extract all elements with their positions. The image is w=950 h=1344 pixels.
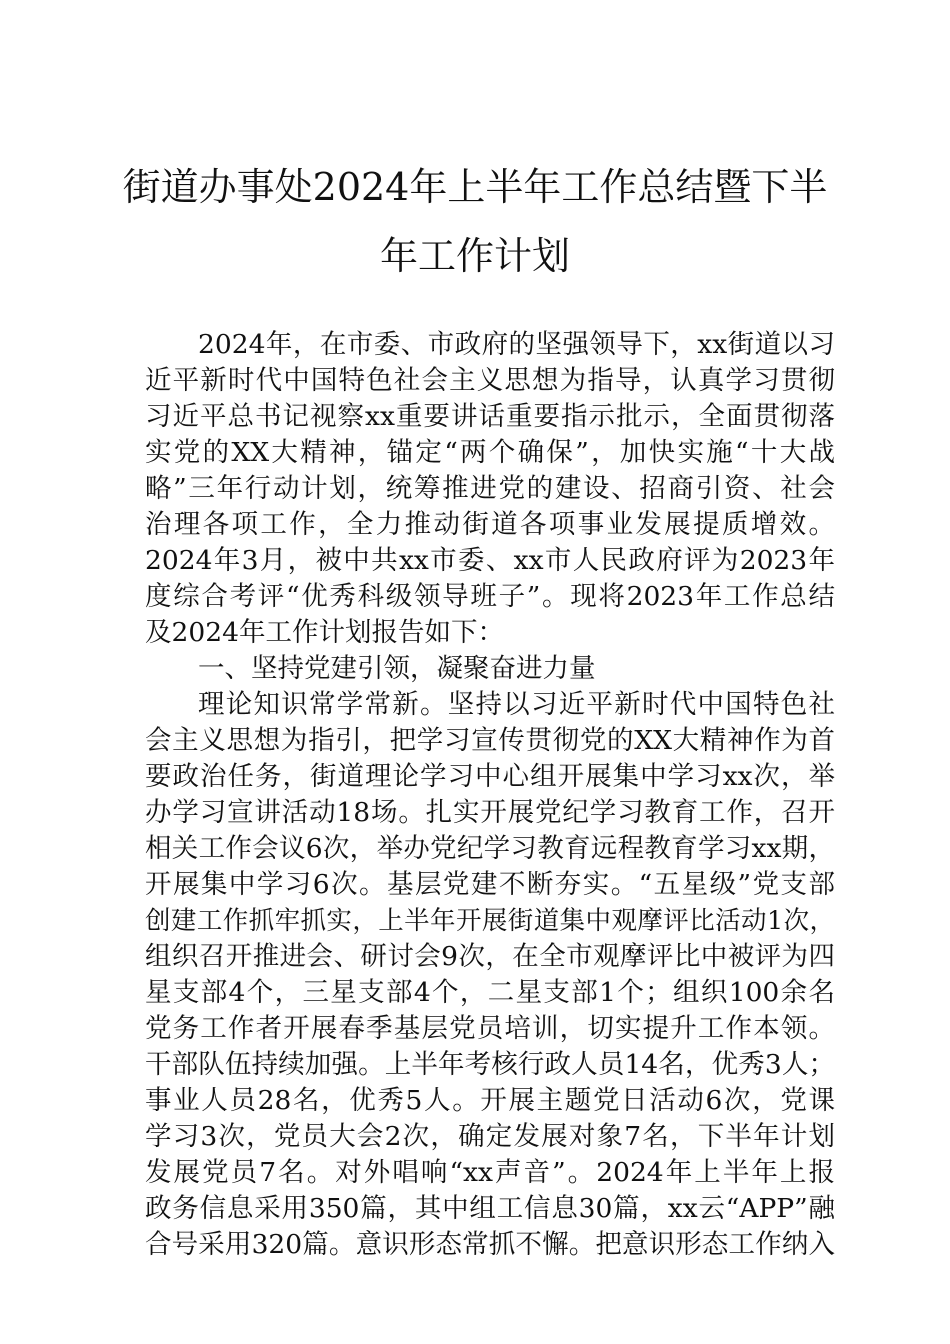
paragraph-line: 合号采用320篇。意识形态常抓不懈。把意识形态工作纳入: [145, 1229, 835, 1260]
paragraph-line: 发展党员7名。对外唱响“xx声音”。2024年上半年上报: [145, 1157, 835, 1188]
paragraph-line: 及2024年工作计划报告如下：: [145, 617, 504, 648]
paragraph-line: 会主义思想为指引，把学习宣传贯彻党的XX大精神作为首: [145, 725, 835, 756]
paragraph-line: 实党的XX大精神，锚定“两个确保”，加快实施“十大战: [145, 437, 835, 468]
paragraph-line: 学习3次，党员大会2次，确定发展对象7名，下半年计划: [145, 1121, 835, 1152]
paragraph-line: 干部队伍持续加强。上半年考核行政人员14名，优秀3人；: [145, 1049, 835, 1080]
paragraph-line: 党务工作者开展春季基层党员培训，切实提升工作本领。: [145, 1013, 835, 1044]
paragraph-line: 理论知识常学常新。坚持以习近平新时代中国特色社: [198, 689, 835, 720]
document-title-line-2: 年工作计划: [379, 234, 570, 278]
document-title-line-1: 街道办事处2024年上半年工作总结暨下半: [122, 165, 828, 209]
paragraph-line: 组织召开推进会、研讨会9次，在全市观摩评比中被评为四: [145, 941, 835, 972]
paragraph-line: 略”三年行动计划，统筹推进党的建设、招商引资、社会: [145, 473, 835, 504]
paragraph-line: 2024年3月，被中共xx市委、xx市人民政府评为2023年: [145, 545, 835, 576]
paragraph-line: 要政治任务，街道理论学习中心组开展集中学习xx次，举: [145, 761, 835, 792]
paragraph-line: 度综合考评“优秀科级领导班子”。现将2023年工作总结: [145, 581, 835, 612]
paragraph-line: 事业人员28名，优秀5人。开展主题党日活动6次，党课: [145, 1085, 835, 1116]
paragraph-line: 开展集中学习6次。基层党建不断夯实。“五星级”党支部: [145, 869, 835, 900]
paragraph-line: 近平新时代中国特色社会主义思想为指导，认真学习贯彻: [145, 365, 835, 396]
paragraph-line: 2024年，在市委、市政府的坚强领导下，xx街道以习: [198, 329, 835, 360]
paragraph-line: 政务信息采用350篇，其中组工信息30篇，xx云“APP”融: [145, 1193, 835, 1224]
section-heading: 一、坚持党建引领，凝聚奋进力量: [198, 653, 596, 684]
paragraph-line: 相关工作会议6次，举办党纪学习教育远程教育学习xx期，: [145, 833, 835, 864]
paragraph-line: 治理各项工作，全力推动街道各项事业发展提质增效。: [145, 509, 835, 540]
paragraph-line: 创建工作抓牢抓实，上半年开展街道集中观摩评比活动1次，: [145, 906, 835, 936]
paragraph-line: 办学习宣讲活动18场。扎实开展党纪学习教育工作，召开: [145, 797, 835, 828]
paragraph-line: 星支部4个，三星支部4个，二星支部1个；组织100余名: [145, 977, 835, 1008]
paragraph-line: 习近平总书记视察xx重要讲话重要指示批示，全面贯彻落: [145, 401, 835, 432]
